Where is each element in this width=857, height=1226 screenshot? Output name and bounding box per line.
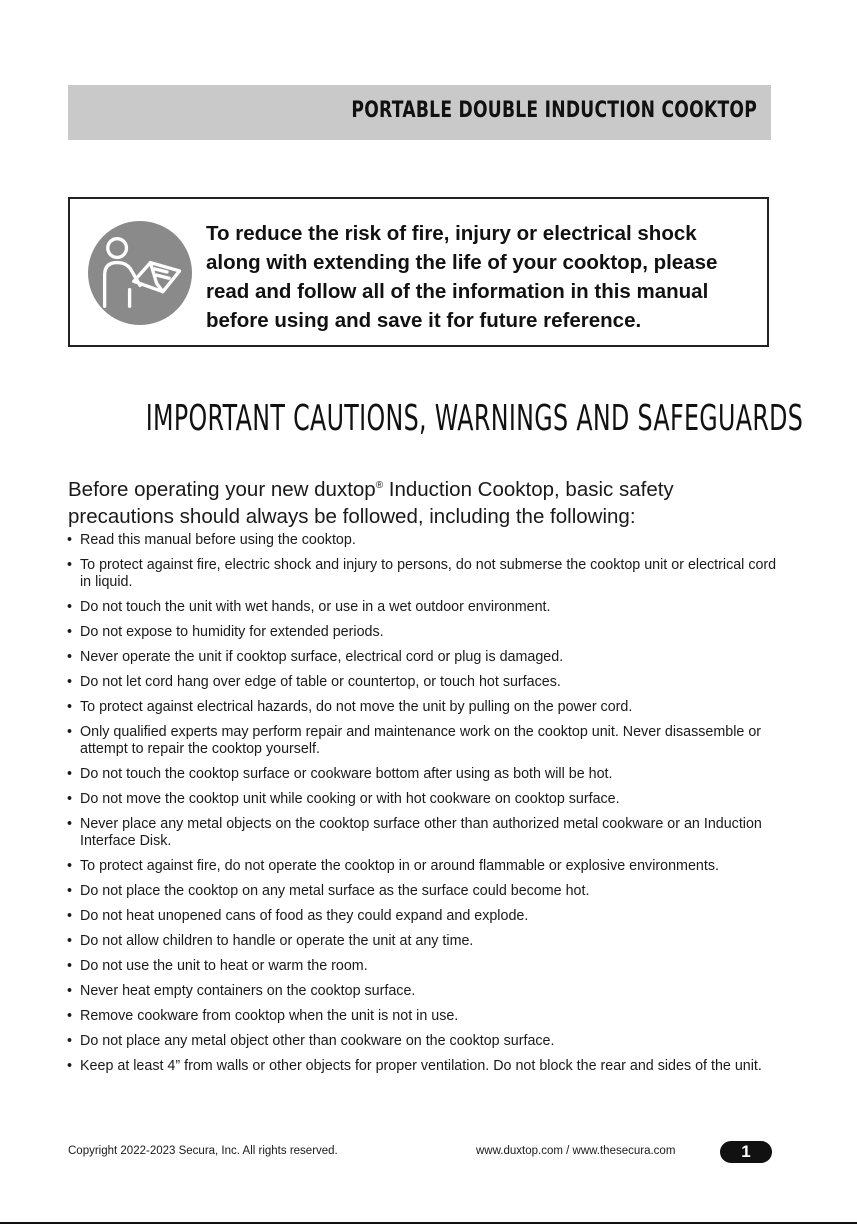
list-item: • Do not heat unopened cans of food as they could expand and explode. [66, 908, 786, 925]
person-reading-manual-icon [88, 221, 192, 325]
intro-paragraph [68, 472, 788, 530]
footer-urls: www.duxtop.com / www.thesecura.com [476, 1145, 676, 1157]
list-item: • To protect against fire, electric shock and injury to persons, do not submerse the cooktop unit or electrical cord in liquid. [66, 557, 786, 591]
list-item: • Only qualified experts may perform repair and maintenance work on the cooktop unit. Never disassemble or attempt to repair the cooktop yourself. [66, 724, 786, 758]
page-heading: IMPORTANT CAUTIONS, WARNINGS AND SAFEGUARDS [145, 398, 804, 439]
notice-line: before using and save it for future reference. [206, 309, 642, 332]
list-item: • Do not expose to humidity for extended periods. [66, 624, 786, 641]
list-item: • Never operate the unit if cooktop surface, electrical cord or plug is damaged. [66, 649, 786, 666]
list-item: • Do not touch the unit with wet hands, or use in a wet outdoor environment. [66, 599, 786, 616]
safety-list [66, 532, 786, 1083]
page-number-badge: 1 [720, 1141, 772, 1163]
intro-text-part1: Before operating your new duxtop [68, 478, 376, 501]
list-item: • Do not place the cooktop on any metal surface as the surface could become hot. [66, 883, 786, 900]
list-item: • Do not let cord hang over edge of table or countertop, or touch hot surfaces. [66, 674, 786, 691]
bottom-rule [0, 1222, 857, 1224]
intro-line-2: precautions should always be followed, including the following: [68, 505, 636, 528]
header-bar [68, 85, 771, 140]
notice-line: read and follow all of the information in this manual [206, 280, 709, 303]
list-item: • Do not place any metal object other than cookware on the cooktop surface. [66, 1033, 786, 1050]
registered-mark: ® [375, 480, 384, 491]
list-item: • To protect against electrical hazards, do not move the unit by pulling on the power cord. [66, 699, 786, 716]
notice-text [206, 219, 766, 335]
list-item: • Never place any metal objects on the cooktop surface other than authorized metal cookware or an Induction Interface Disk. [66, 816, 786, 850]
list-item: • Do not move the cooktop unit while cooking or with hot cookware on cooktop surface. [66, 791, 786, 808]
intro-line-1 [68, 472, 788, 503]
list-item: • Keep at least 4” from walls or other objects for proper ventilation. Do not block the rear and sides of the unit. [66, 1058, 786, 1075]
list-item: • Do not allow children to handle or operate the unit at any time. [66, 933, 786, 950]
header-title: PORTABLE DOUBLE INDUCTION COOKTOP [351, 98, 757, 123]
list-item: • To protect against fire, do not operate the cooktop in or around flammable or explosive environments. [66, 858, 786, 875]
notice-line: To reduce the risk of fire, injury or electrical shock [206, 222, 697, 245]
list-item: • Do not use the unit to heat or warm the room. [66, 958, 786, 975]
notice-line: along with extending the life of your cooktop, please [206, 251, 718, 274]
intro-text-part2: Induction Cooktop, basic safety [383, 478, 674, 501]
footer-copyright: Copyright 2022-2023 Secura, Inc. All rights reserved. [68, 1145, 338, 1157]
list-item: • Remove cookware from cooktop when the unit is not in use. [66, 1008, 786, 1025]
list-item: • Do not touch the cooktop surface or cookware bottom after using as both will be hot. [66, 766, 786, 783]
list-item: • Never heat empty containers on the cooktop surface. [66, 983, 786, 1000]
list-item: • Read this manual before using the cooktop. [66, 532, 786, 549]
notice-box [68, 197, 769, 347]
